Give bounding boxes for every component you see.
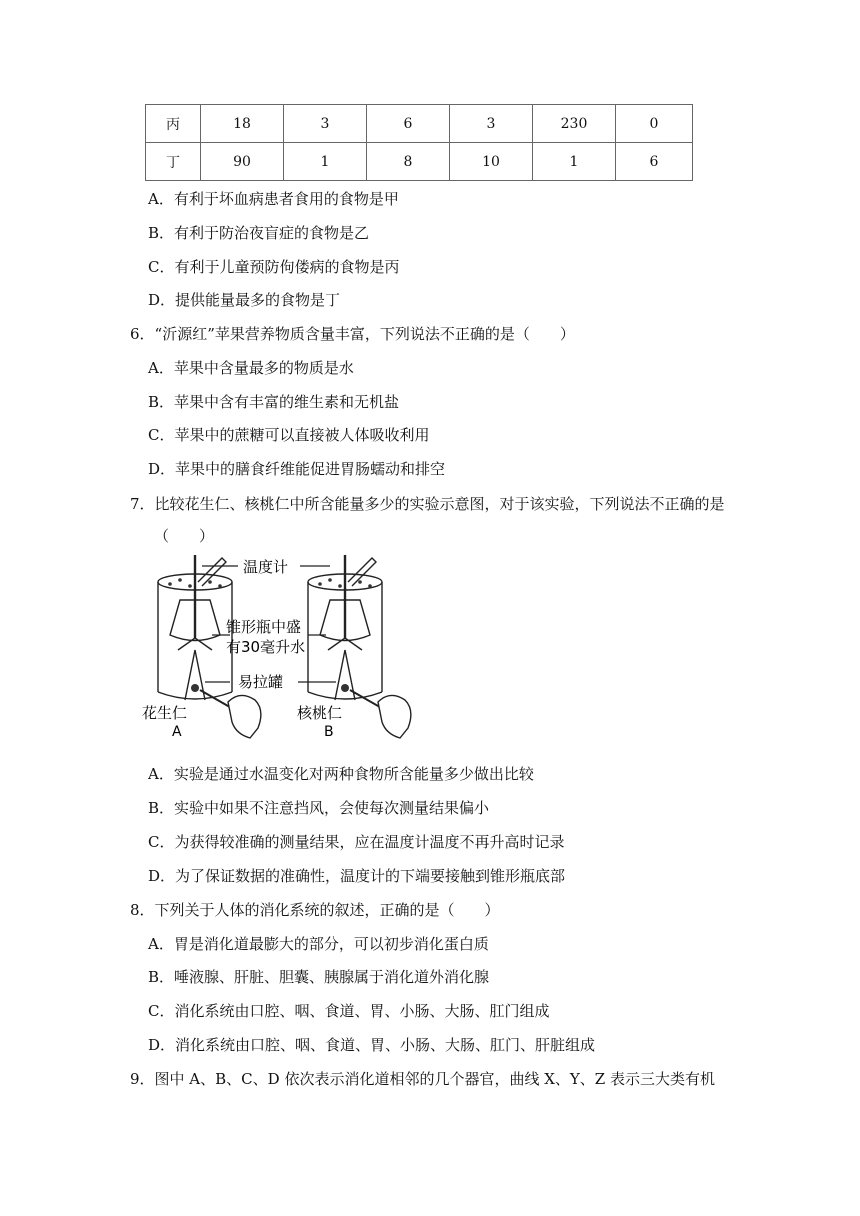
label-flask-1: 锥形瓶中盛 bbox=[226, 618, 302, 636]
q6-stem: 6．“沂源红”苹果营养物质含量丰富，下列说法不正确的是（ ） bbox=[130, 325, 575, 343]
table-cell: 230 bbox=[533, 105, 616, 143]
q7-option-d: D．为了保证数据的准确性，温度计的下端要接触到锥形瓶底部 bbox=[148, 867, 566, 885]
table-cell: 10 bbox=[450, 143, 533, 181]
table-cell: 6 bbox=[616, 143, 693, 181]
table-cell: 6 bbox=[367, 105, 450, 143]
q7-option-a: A．实验是通过水温变化对两种食物所含能量多少做出比较 bbox=[148, 765, 534, 783]
q5-option-c: C．有利于儿童预防佝偻病的食物是丙 bbox=[148, 258, 400, 276]
table-cell: 1 bbox=[533, 143, 616, 181]
table-cell: 丙 bbox=[146, 105, 201, 143]
q9-stem: 9．图中 A、B、C、D 依次表示消化道相邻的几个器官，曲线 X、Y、Z 表示三大类有机 bbox=[130, 1070, 715, 1088]
q7-stem: 7．比较花生仁、核桃仁中所含能量多少的实验示意图，对于该实验，下列说法不正确的是 bbox=[130, 495, 725, 513]
q5-option-d: D．提供能量最多的食物是丁 bbox=[148, 291, 341, 309]
q5-option-a: A．有利于坏血病患者食用的食物是甲 bbox=[148, 190, 399, 208]
table-row bbox=[146, 143, 693, 181]
label-peanut: 花生仁 bbox=[142, 704, 188, 722]
q6-option-a: A．苹果中含量最多的物质是水 bbox=[148, 359, 354, 377]
table-cell: 3 bbox=[284, 105, 367, 143]
q8-option-b: B．唾液腺、肝脏、胆囊、胰腺属于消化道外消化腺 bbox=[148, 968, 490, 986]
table-cell: 1 bbox=[284, 143, 367, 181]
q8-option-d: D．消化系统由口腔、咽、食道、胃、小肠、大肠、肛门、肝脏组成 bbox=[148, 1036, 596, 1054]
table-cell: 0 bbox=[616, 105, 693, 143]
q7-stem-paren: （ ） bbox=[154, 527, 215, 545]
q6-option-d: D．苹果中的膳食纤维能促进胃肠蠕动和排空 bbox=[148, 460, 446, 478]
label-b: B bbox=[324, 724, 334, 740]
q7-option-b: B．实验中如果不注意挡风，会使每次测量结果偏小 bbox=[148, 799, 490, 817]
label-can: 易拉罐 bbox=[238, 673, 284, 691]
table-row bbox=[146, 105, 693, 143]
q6-option-c: C．苹果中的蔗糖可以直接被人体吸收利用 bbox=[148, 426, 430, 444]
apparatus-b bbox=[308, 555, 382, 700]
calorimeter-figure bbox=[140, 550, 440, 750]
label-walnut: 核桃仁 bbox=[297, 704, 343, 722]
apparatus-a bbox=[158, 555, 232, 700]
table-cell: 8 bbox=[367, 143, 450, 181]
label-a: A bbox=[172, 724, 182, 740]
label-flask-2: 有30毫升水 bbox=[226, 638, 306, 656]
q8-option-a: A．胃是消化道最膨大的部分，可以初步消化蛋白质 bbox=[148, 935, 489, 953]
q8-stem: 8．下列关于人体的消化系统的叙述，正确的是（ ） bbox=[130, 901, 500, 919]
q5-option-b: B．有利于防治夜盲症的食物是乙 bbox=[148, 224, 370, 242]
table-cell: 90 bbox=[201, 143, 284, 181]
label-thermometer: 温度计 bbox=[243, 558, 289, 576]
table-cell: 3 bbox=[450, 105, 533, 143]
table-cell: 丁 bbox=[146, 143, 201, 181]
q6-option-b: B．苹果中含有丰富的维生素和无机盐 bbox=[148, 393, 400, 411]
q8-option-c: C．消化系统由口腔、咽、食道、胃、小肠、大肠、肛门组成 bbox=[148, 1002, 550, 1020]
table-cell: 18 bbox=[201, 105, 284, 143]
nutrition-table bbox=[145, 104, 693, 181]
q7-option-c: C．为获得较准确的测量结果，应在温度计温度不再升高时记录 bbox=[148, 833, 565, 851]
